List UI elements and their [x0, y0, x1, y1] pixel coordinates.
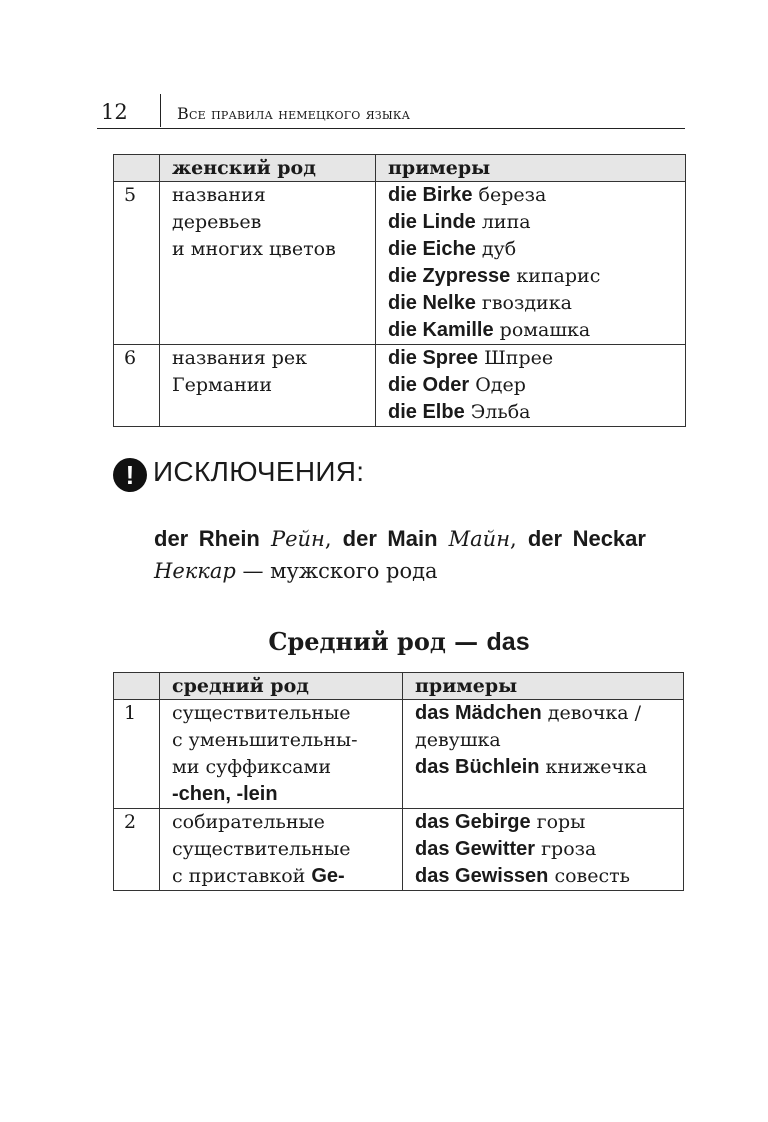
category-line: и многих цветов: [172, 238, 336, 260]
german-word: das Gebirge: [415, 811, 531, 833]
separator: ,: [510, 527, 517, 551]
category-line: существительные: [172, 702, 351, 724]
example-line: [388, 317, 677, 344]
example-line: [415, 700, 675, 727]
german-word: die Birke: [388, 184, 473, 206]
header-cell-num: [114, 673, 160, 700]
separator: ,: [324, 527, 332, 551]
header-cell-examples: примеры: [403, 673, 684, 700]
german-word: die Nelke: [388, 292, 476, 314]
german-word: der Rhein: [154, 526, 260, 551]
row-category: [160, 809, 403, 891]
row-category: [160, 700, 403, 809]
table-row: [114, 809, 684, 891]
translation: Рейн: [270, 527, 325, 551]
row-number: 1: [114, 700, 160, 809]
translation: ромашка: [499, 319, 591, 341]
translation: девочка /: [547, 702, 642, 724]
german-word: der Neckar: [527, 526, 646, 551]
translation: Одер: [475, 374, 526, 396]
section-title: [0, 627, 768, 657]
example-line: [415, 836, 675, 863]
exclamation-icon: !: [113, 458, 147, 492]
header-cell-num: [114, 155, 160, 182]
example-line: [388, 290, 677, 317]
example-line: [388, 236, 677, 263]
german-word: der Main: [342, 526, 438, 551]
translation: береза: [478, 184, 547, 206]
row-number: 5: [114, 182, 160, 345]
translation: Неккар: [154, 559, 236, 583]
category-line: с уменьшительны-: [172, 729, 358, 751]
german-word: das Gewitter: [415, 838, 536, 860]
example-line: [388, 345, 677, 372]
translation: Шпрее: [484, 347, 554, 369]
german-word: die Linde: [388, 211, 476, 233]
category-line: [172, 863, 394, 890]
example-line: [415, 863, 675, 890]
table-row: [114, 700, 684, 809]
example-line: [388, 399, 677, 426]
translation: дуб: [481, 238, 517, 260]
header-divider: [160, 94, 161, 127]
page-number: 12: [101, 100, 128, 124]
row-category: [160, 345, 376, 427]
example-line: [388, 372, 677, 399]
translation: кипарис: [516, 265, 601, 287]
row-examples: [376, 345, 686, 427]
feminine-table: [113, 154, 686, 427]
row-examples: [403, 809, 684, 891]
translation: горы: [536, 811, 586, 833]
header-cell-category: средний род: [160, 673, 403, 700]
german-word: das Mädchen: [415, 702, 542, 724]
row-number: 2: [114, 809, 160, 891]
german-word: die Zypresse: [388, 265, 511, 287]
exceptions-text: [154, 523, 646, 587]
german-word: das Gewissen: [415, 865, 549, 887]
prefix-example: Ge-: [311, 865, 345, 887]
table-row: [114, 182, 686, 345]
row-number: 6: [114, 345, 160, 427]
running-title: Все правила немецкого языка: [177, 104, 411, 123]
german-word: die Oder: [388, 374, 470, 396]
example-line: [388, 209, 677, 236]
exceptions-tail: — мужского рода: [242, 559, 438, 583]
page-header: [97, 96, 685, 129]
translation: девушка: [415, 729, 501, 751]
exceptions-title: ИСКЛЮЧЕНИЯ:: [153, 456, 365, 487]
table-header-row: [114, 155, 686, 182]
suffix-examples: -chen, -lein: [172, 783, 278, 805]
translation: совесть: [554, 865, 630, 887]
example-line: [415, 727, 675, 754]
table-header-row: [114, 673, 684, 700]
german-word: die Elbe: [388, 401, 465, 423]
translation: липа: [481, 211, 531, 233]
example-line: [415, 754, 675, 781]
translation: Эльба: [470, 401, 531, 423]
row-examples: [403, 700, 684, 809]
translation: гроза: [541, 838, 597, 860]
example-line: [388, 263, 677, 290]
table-row: [114, 345, 686, 427]
translation: гвоздика: [481, 292, 572, 314]
category-line: названия рек: [172, 347, 308, 369]
neuter-table: [113, 672, 684, 891]
german-word: die Spree: [388, 347, 479, 369]
example-line: [415, 809, 675, 836]
german-word: das Büchlein: [415, 756, 540, 778]
german-word: die Kamille: [388, 319, 494, 341]
category-line: названия: [172, 184, 266, 206]
category-line: собирательные: [172, 811, 325, 833]
section-title-ru: Средний род —: [268, 627, 479, 656]
translation: Майн: [448, 527, 511, 551]
german-word: die Eiche: [388, 238, 476, 260]
category-line: существительные: [172, 838, 351, 860]
category-line: ми суффиксами: [172, 756, 331, 778]
header-cell-category: женский род: [160, 155, 376, 182]
row-category: [160, 182, 376, 345]
category-line: Германии: [172, 374, 273, 396]
row-examples: [376, 182, 686, 345]
category-text: с приставкой: [172, 865, 306, 887]
header-cell-examples: примеры: [376, 155, 686, 182]
translation: книжечка: [545, 756, 648, 778]
example-line: [388, 182, 677, 209]
category-line: деревьев: [172, 211, 262, 233]
section-title-de: das: [486, 628, 530, 656]
